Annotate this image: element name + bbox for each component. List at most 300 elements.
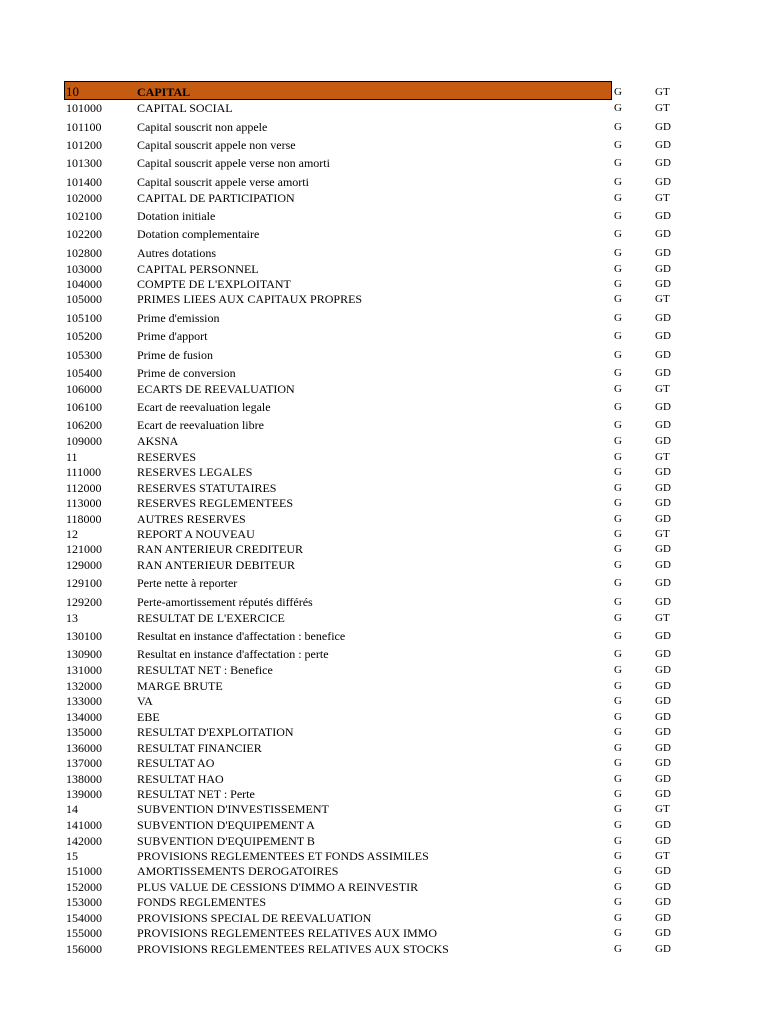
account-row (0, 100, 768, 116)
account-code: 13 (66, 611, 78, 625)
account-label-text: Capital souscrit appele verse amorti (137, 175, 309, 189)
account-type: G (614, 664, 622, 676)
account-type: G (614, 695, 622, 707)
account-category: GD (655, 121, 671, 133)
account-label-text: Prime d'emission (137, 311, 220, 325)
account-label (137, 646, 329, 662)
account-label (137, 863, 338, 879)
account-type: G (614, 482, 622, 494)
account-label-text: PROVISIONS REGLEMENTEES ET FONDS ASSIMILES (137, 849, 429, 863)
account-type: G (614, 176, 622, 188)
account-row (0, 693, 768, 709)
account-type: G (614, 383, 622, 395)
account-code: 101000 (66, 101, 102, 115)
account-category: GT (655, 192, 670, 204)
account-row (0, 628, 768, 644)
account-category: GD (655, 865, 671, 877)
account-code: 118000 (66, 512, 102, 526)
account-type: G (614, 349, 622, 361)
account-category: GD (655, 482, 671, 494)
account-category: GD (655, 896, 671, 908)
account-code: 105400 (66, 366, 102, 380)
account-type: G (614, 451, 622, 463)
account-row (0, 863, 768, 879)
account-label-text: RESULTAT AO (137, 756, 215, 770)
account-type: G (614, 157, 622, 169)
account-row (0, 724, 768, 740)
account-label-text: RESERVES STATUTAIRES (137, 481, 277, 495)
account-label (137, 575, 237, 591)
account-row (0, 610, 768, 626)
account-row (0, 480, 768, 496)
account-code: 102000 (66, 191, 102, 205)
account-row (0, 399, 768, 415)
account-code: 102800 (66, 246, 102, 260)
account-label-text: CAPITAL SOCIAL (137, 101, 233, 115)
account-row (0, 495, 768, 511)
account-row (0, 557, 768, 573)
account-label (137, 449, 196, 465)
account-label (137, 155, 330, 171)
account-category: GD (655, 157, 671, 169)
account-category: GD (655, 927, 671, 939)
account-label (137, 755, 214, 771)
account-category: GD (655, 210, 671, 222)
account-code: 103000 (66, 262, 102, 276)
account-label-text: Dotation initiale (137, 209, 216, 223)
account-row (0, 190, 768, 206)
account-category: GT (655, 803, 670, 815)
account-row (0, 925, 768, 941)
account-category: GD (655, 881, 671, 893)
account-type: G (614, 513, 622, 525)
account-row (0, 464, 768, 480)
account-code: 156000 (66, 942, 102, 956)
account-label (137, 511, 246, 527)
account-type: G (614, 367, 622, 379)
account-label-text: COMPTE DE L'EXPLOITANT (137, 277, 291, 291)
account-label (137, 557, 295, 573)
account-type: G (614, 819, 622, 831)
account-label (137, 480, 276, 496)
account-type: G (614, 896, 622, 908)
account-row (0, 646, 768, 662)
account-code: 141000 (66, 818, 102, 832)
account-type: G (614, 192, 622, 204)
account-label-text: RESULTAT DE L'EXERCICE (137, 611, 285, 625)
account-code: 154000 (66, 911, 102, 925)
account-label-text: RAN ANTERIEUR DEBITEUR (137, 558, 295, 572)
account-row (0, 381, 768, 397)
account-label-suffix: Perte (230, 787, 255, 801)
account-code: 105300 (66, 348, 102, 362)
account-label (137, 925, 437, 941)
account-row (0, 662, 768, 678)
account-label (137, 464, 252, 480)
account-category: GT (655, 86, 670, 98)
account-code: 102200 (66, 227, 102, 241)
account-row (0, 848, 768, 864)
account-label (137, 190, 295, 206)
account-code: 129100 (66, 576, 102, 590)
account-code: 14 (66, 802, 78, 816)
account-row (0, 449, 768, 465)
account-label-text: CAPITAL DE PARTICIPATION (137, 191, 295, 205)
account-row (0, 879, 768, 895)
account-code: 129000 (66, 558, 102, 572)
account-label-text: RESULTAT D'EXPLOITATION (137, 725, 294, 739)
account-label-text: Ecart de reevaluation libre (137, 418, 264, 432)
account-type: G (614, 466, 622, 478)
account-code: 104000 (66, 277, 102, 291)
account-row (0, 245, 768, 261)
account-category: GD (655, 711, 671, 723)
account-type: G (614, 630, 622, 642)
account-category: GD (655, 788, 671, 800)
account-type: G (614, 680, 622, 692)
account-label (137, 100, 233, 116)
account-label (137, 833, 315, 849)
account-label-text: SUBVENTION D'INVESTISSEMENT (137, 802, 329, 816)
account-label-text: RESERVES (137, 450, 197, 464)
account-code: 105100 (66, 311, 102, 325)
account-code: 112000 (66, 481, 102, 495)
account-type: G (614, 102, 622, 114)
account-code: 101100 (66, 120, 102, 134)
account-type: G (614, 263, 622, 275)
account-category: GT (655, 451, 670, 463)
account-label (137, 276, 291, 292)
account-label-text: CAPITAL (137, 85, 191, 99)
account-type: G (614, 210, 622, 222)
account-row (0, 310, 768, 326)
account-category: GD (655, 695, 671, 707)
account-label (137, 910, 371, 926)
account-label (137, 786, 255, 802)
account-label-text: PROVISIONS REGLEMENTEES RELATIVES AUX IMMO (137, 926, 438, 940)
account-code: 105000 (66, 292, 102, 306)
account-label (137, 693, 153, 709)
account-label (137, 495, 293, 511)
account-category: GD (655, 912, 671, 924)
account-category: GD (655, 773, 671, 785)
account-label-text: Resultat en instance d'affectation : benefice (137, 629, 346, 643)
account-label (137, 137, 296, 153)
account-category: GT (655, 850, 670, 862)
account-label (137, 119, 267, 135)
account-label-text: RESERVES LEGALES (137, 465, 253, 479)
account-category: GD (655, 330, 671, 342)
account-category: GD (655, 835, 671, 847)
account-category: GD (655, 757, 671, 769)
account-category: GD (655, 943, 671, 955)
account-type: G (614, 612, 622, 624)
account-row (0, 941, 768, 957)
account-category: GD (655, 664, 671, 676)
account-code: 15 (66, 849, 78, 863)
account-type: G (614, 247, 622, 259)
account-code: 106200 (66, 418, 102, 432)
account-row (0, 276, 768, 292)
account-code: 129200 (66, 595, 102, 609)
account-label (137, 662, 273, 678)
account-category: GD (655, 630, 671, 642)
account-label (137, 801, 329, 817)
account-row (0, 755, 768, 771)
account-row (0, 347, 768, 363)
account-label-text: Capital souscrit appele verse non amorti (137, 156, 330, 170)
account-row (0, 910, 768, 926)
account-type: G (614, 435, 622, 447)
account-type: G (614, 881, 622, 893)
account-category: GD (655, 742, 671, 754)
account-label-text: PROVISIONS SPECIAL DE REEVALUATION (137, 911, 372, 925)
account-category: GD (655, 596, 671, 608)
account-label (137, 771, 224, 787)
account-category: GT (655, 383, 670, 395)
account-code: 133000 (66, 694, 102, 708)
account-label-text: Capital souscrit appele non verse (137, 138, 296, 152)
account-label (137, 941, 449, 957)
account-code: 109000 (66, 434, 102, 448)
account-type: G (614, 850, 622, 862)
account-category: GD (655, 726, 671, 738)
account-type: G (614, 419, 622, 431)
account-row (0, 261, 768, 277)
account-label (137, 433, 178, 449)
account-label (137, 399, 271, 415)
account-type: G (614, 648, 622, 660)
account-label-text: Ecart de reevaluation legale (137, 400, 271, 414)
account-label (137, 347, 213, 363)
account-code: 136000 (66, 741, 102, 755)
account-label-text: Autres dotations (137, 246, 216, 260)
account-code: 130100 (66, 629, 102, 643)
account-code: 106000 (66, 382, 102, 396)
account-label-text: PLUS VALUE DE CESSIONS D'IMMO A REINVESTIR (137, 880, 419, 894)
account-type: G (614, 596, 622, 608)
account-label (137, 894, 266, 910)
account-category: GD (655, 680, 671, 692)
account-category: GT (655, 612, 670, 624)
account-type: G (614, 139, 622, 151)
account-row (0, 119, 768, 135)
account-type: G (614, 711, 622, 723)
account-category: GD (655, 312, 671, 324)
account-label (137, 84, 190, 101)
account-label (137, 817, 315, 833)
account-label-text: RESULTAT NET : (137, 787, 231, 801)
account-code: 102100 (66, 209, 102, 223)
account-label-text: Perte nette à reporter (137, 576, 238, 590)
account-category: GD (655, 228, 671, 240)
account-label (137, 291, 362, 307)
account-label (137, 328, 207, 344)
account-label (137, 879, 418, 895)
account-category: GD (655, 648, 671, 660)
account-label (137, 226, 259, 242)
account-category: GD (655, 263, 671, 275)
account-type: G (614, 528, 622, 540)
account-row (0, 817, 768, 833)
account-label (137, 310, 220, 326)
account-row (0, 84, 768, 100)
account-category: GD (655, 577, 671, 589)
account-row (0, 365, 768, 381)
account-type: G (614, 742, 622, 754)
account-type: G (614, 312, 622, 324)
account-label-text: AMORTISSEMENTS DEROGATOIRES (137, 864, 339, 878)
account-row (0, 174, 768, 190)
account-label (137, 709, 160, 725)
account-code: 132000 (66, 679, 102, 693)
account-label-text: Prime d'apport (137, 329, 208, 343)
account-type: G (614, 121, 622, 133)
account-code: 151000 (66, 864, 102, 878)
account-code: 130900 (66, 647, 102, 661)
account-label-text: RAN ANTERIEUR CREDITEUR (137, 542, 303, 556)
account-label-text: PROVISIONS REGLEMENTEES RELATIVES AUX STOCKS (137, 942, 449, 956)
account-label-text: MARGE BRUTE (137, 679, 223, 693)
account-label (137, 417, 264, 433)
account-category: GD (655, 176, 671, 188)
account-label (137, 245, 216, 261)
account-type: G (614, 497, 622, 509)
account-label (137, 594, 313, 610)
account-label-text: FONDS REGLEMENTES (137, 895, 267, 909)
account-type: G (614, 943, 622, 955)
account-label-text: Capital souscrit non appele (137, 120, 268, 134)
account-row (0, 526, 768, 542)
account-type: G (614, 228, 622, 240)
account-code: 135000 (66, 725, 102, 739)
account-category: GD (655, 401, 671, 413)
account-category: GD (655, 513, 671, 525)
account-label-text: Prime de conversion (137, 366, 236, 380)
account-category: GD (655, 466, 671, 478)
account-code: 12 (66, 527, 78, 541)
account-label-text: Prime de fusion (137, 348, 213, 362)
account-label (137, 261, 259, 277)
account-row (0, 833, 768, 849)
account-row (0, 433, 768, 449)
account-label-text: VA (137, 694, 153, 708)
account-code: 155000 (66, 926, 102, 940)
account-label-text: Dotation complementaire (137, 227, 260, 241)
account-row (0, 801, 768, 817)
account-category: GD (655, 278, 671, 290)
account-category: GD (655, 497, 671, 509)
account-label-text: SUBVENTION D'EQUIPEMENT B (137, 834, 315, 848)
account-row (0, 511, 768, 527)
account-category: GT (655, 528, 670, 540)
account-row (0, 328, 768, 344)
account-row (0, 575, 768, 591)
account-type: G (614, 86, 622, 98)
account-type: G (614, 293, 622, 305)
account-code: 11 (66, 450, 78, 464)
account-category: GT (655, 293, 670, 305)
account-label-text: EBE (137, 710, 160, 724)
account-row (0, 226, 768, 242)
account-code: 105200 (66, 329, 102, 343)
account-type: G (614, 726, 622, 738)
account-label-text: AUTRES RESERVES (137, 512, 246, 526)
account-category: GD (655, 419, 671, 431)
account-row (0, 208, 768, 224)
account-category: GD (655, 559, 671, 571)
account-code: 111000 (66, 465, 102, 479)
account-code: 10 (66, 84, 79, 99)
account-label-text: Resultat en instance d'affectation : perte (137, 647, 329, 661)
account-label-text: PRIMES LIEES AUX CAPITAUX PROPRES (137, 292, 363, 306)
account-type: G (614, 803, 622, 815)
account-row (0, 541, 768, 557)
account-label-text: RESULTAT HAO (137, 772, 224, 786)
account-label (137, 724, 294, 740)
account-row (0, 709, 768, 725)
account-label-text: RESULTAT FINANCIER (137, 741, 262, 755)
account-category: GD (655, 139, 671, 151)
account-label-text: REPORT A NOUVEAU (137, 527, 255, 541)
account-type: G (614, 835, 622, 847)
account-row (0, 678, 768, 694)
account-label-text: Perte-amortissement réputés différés (137, 595, 313, 609)
account-label-text: AKSNA (137, 434, 179, 448)
account-category: GD (655, 367, 671, 379)
account-label-text: SUBVENTION D'EQUIPEMENT A (137, 818, 315, 832)
account-type: G (614, 401, 622, 413)
account-label (137, 365, 236, 381)
account-code: 152000 (66, 880, 102, 894)
account-type: G (614, 788, 622, 800)
account-type: G (614, 865, 622, 877)
account-type: G (614, 577, 622, 589)
account-label (137, 541, 303, 557)
account-label-suffix: Benefice (230, 663, 273, 677)
account-label (137, 381, 295, 397)
account-row (0, 291, 768, 307)
account-category: GT (655, 102, 670, 114)
account-type: G (614, 773, 622, 785)
account-label (137, 740, 262, 756)
account-label (137, 208, 215, 224)
account-row (0, 740, 768, 756)
account-label-text: RESERVES REGLEMENTEES (137, 496, 294, 510)
account-type: G (614, 757, 622, 769)
account-code: 153000 (66, 895, 102, 909)
account-row (0, 594, 768, 610)
account-type: G (614, 278, 622, 290)
account-category: GD (655, 543, 671, 555)
account-row (0, 771, 768, 787)
account-category: GD (655, 247, 671, 259)
account-row (0, 786, 768, 802)
account-label (137, 610, 285, 626)
account-code: 101400 (66, 175, 102, 189)
account-label (137, 628, 345, 644)
account-type: G (614, 330, 622, 342)
account-label (137, 678, 223, 694)
account-code: 101200 (66, 138, 102, 152)
account-label-text: ECARTS DE REEVALUATION (137, 382, 295, 396)
account-code: 139000 (66, 787, 102, 801)
account-code: 142000 (66, 834, 102, 848)
account-row (0, 894, 768, 910)
account-label-text: CAPITAL PERSONNEL (137, 262, 259, 276)
account-row (0, 155, 768, 171)
account-row (0, 137, 768, 153)
